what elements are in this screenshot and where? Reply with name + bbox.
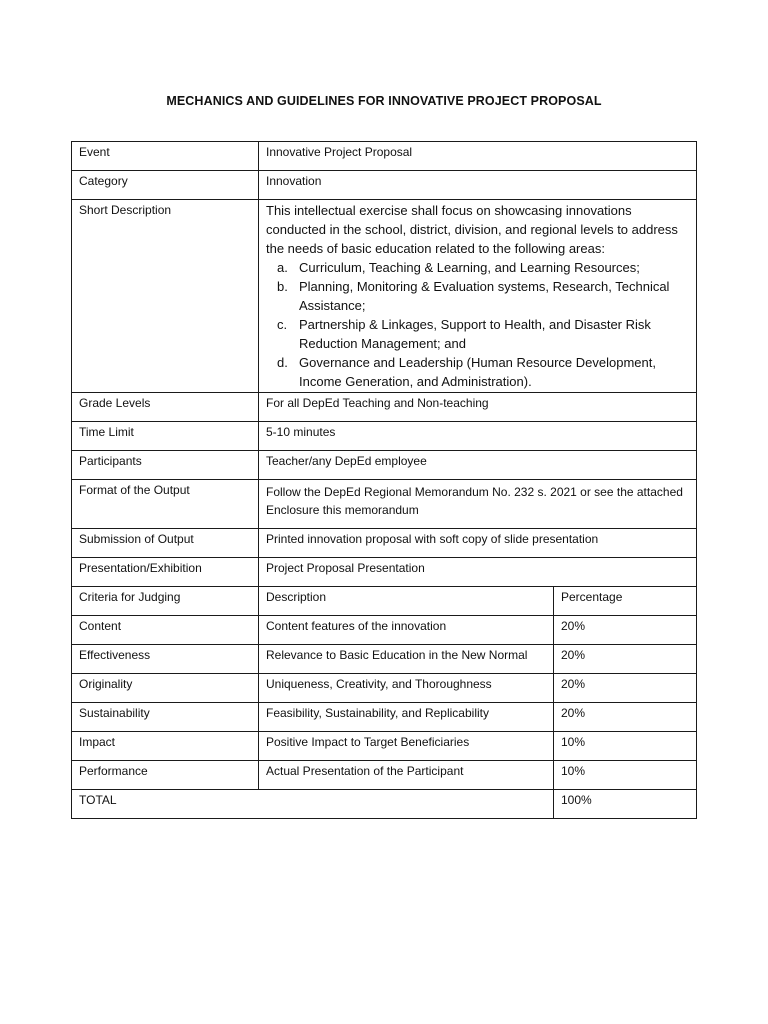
event-label: Event xyxy=(72,142,259,171)
criterion-cell: Performance xyxy=(72,761,259,790)
percentage-cell: 10% xyxy=(554,761,697,790)
grade-levels-label: Grade Levels xyxy=(72,393,259,422)
description-header: Description xyxy=(259,587,554,616)
table-row xyxy=(72,703,697,732)
participants-label: Participants xyxy=(72,451,259,480)
table-row xyxy=(72,761,697,790)
focus-areas-list xyxy=(266,258,689,391)
participants-value: Teacher/any DepEd employee xyxy=(259,451,697,480)
format-output-label: Format of the Output xyxy=(72,480,259,529)
percentage-header: Percentage xyxy=(554,587,697,616)
short-description-row xyxy=(72,200,697,393)
criteria-header-row xyxy=(72,587,697,616)
description-cell: Feasibility, Sustainability, and Replicability xyxy=(259,703,554,732)
format-output-row xyxy=(72,480,697,529)
time-limit-value: 5-10 minutes xyxy=(259,422,697,451)
category-row xyxy=(72,171,697,200)
criterion-cell: Impact xyxy=(72,732,259,761)
list-item-text: Governance and Leadership (Human Resource Development, Income Generation, and Administration). xyxy=(299,355,656,389)
list-item-letter: b. xyxy=(277,279,288,294)
table-row xyxy=(72,616,697,645)
table-row xyxy=(72,645,697,674)
event-value: Innovative Project Proposal xyxy=(259,142,697,171)
short-description-value xyxy=(259,200,697,393)
criterion-cell: Sustainability xyxy=(72,703,259,732)
grade-levels-value: For all DepEd Teaching and Non-teaching xyxy=(259,393,697,422)
grade-levels-row xyxy=(72,393,697,422)
criterion-cell: Originality xyxy=(72,674,259,703)
list-item-letter: a. xyxy=(277,260,288,275)
list-item xyxy=(277,258,689,277)
total-label: TOTAL xyxy=(72,790,554,819)
list-item-letter: c. xyxy=(277,317,288,332)
description-cell: Content features of the innovation xyxy=(259,616,554,645)
list-item-letter: d. xyxy=(277,355,288,370)
format-output-value: Follow the DepEd Regional Memorandum No. 232 s. 2021 or see the attached Enclosure this memorandum xyxy=(259,480,697,529)
description-cell: Relevance to Basic Education in the New Normal xyxy=(259,645,554,674)
percentage-cell: 20% xyxy=(554,703,697,732)
presentation-value: Project Proposal Presentation xyxy=(259,558,697,587)
category-label: Category xyxy=(72,171,259,200)
total-row xyxy=(72,790,697,819)
percentage-cell: 20% xyxy=(554,645,697,674)
list-item xyxy=(277,277,689,315)
percentage-cell: 20% xyxy=(554,674,697,703)
list-item xyxy=(277,315,689,353)
criteria-header: Criteria for Judging xyxy=(72,587,259,616)
guidelines-table xyxy=(71,141,697,819)
time-limit-label: Time Limit xyxy=(72,422,259,451)
list-item-text: Planning, Monitoring & Evaluation systems, Research, Technical Assistance; xyxy=(299,279,670,313)
description-cell: Uniqueness, Creativity, and Thoroughness xyxy=(259,674,554,703)
page-title: MECHANICS AND GUIDELINES FOR INNOVATIVE PROJECT PROPOSAL xyxy=(166,94,602,108)
time-limit-row xyxy=(72,422,697,451)
description-cell: Positive Impact to Target Beneficiaries xyxy=(259,732,554,761)
short-description-label: Short Description xyxy=(72,200,259,393)
submission-output-label: Submission of Output xyxy=(72,529,259,558)
percentage-cell: 10% xyxy=(554,732,697,761)
short-description-intro: This intellectual exercise shall focus on showcasing innovations conducted in the school, district, division, and regional levels to address the needs of basic education related to the following areas: xyxy=(266,203,678,256)
criterion-cell: Effectiveness xyxy=(72,645,259,674)
table-row xyxy=(72,732,697,761)
criterion-cell: Content xyxy=(72,616,259,645)
submission-output-row xyxy=(72,529,697,558)
percentage-cell: 20% xyxy=(554,616,697,645)
table-row xyxy=(72,674,697,703)
participants-row xyxy=(72,451,697,480)
category-value: Innovation xyxy=(259,171,697,200)
presentation-row xyxy=(72,558,697,587)
list-item xyxy=(277,353,689,391)
event-row xyxy=(72,142,697,171)
total-percentage: 100% xyxy=(554,790,697,819)
list-item-text: Curriculum, Teaching & Learning, and Learning Resources; xyxy=(299,260,640,275)
list-item-text: Partnership & Linkages, Support to Health, and Disaster Risk Reduction Management; and xyxy=(299,317,651,351)
description-cell: Actual Presentation of the Participant xyxy=(259,761,554,790)
submission-output-value: Printed innovation proposal with soft copy of slide presentation xyxy=(259,529,697,558)
presentation-label: Presentation/Exhibition xyxy=(72,558,259,587)
